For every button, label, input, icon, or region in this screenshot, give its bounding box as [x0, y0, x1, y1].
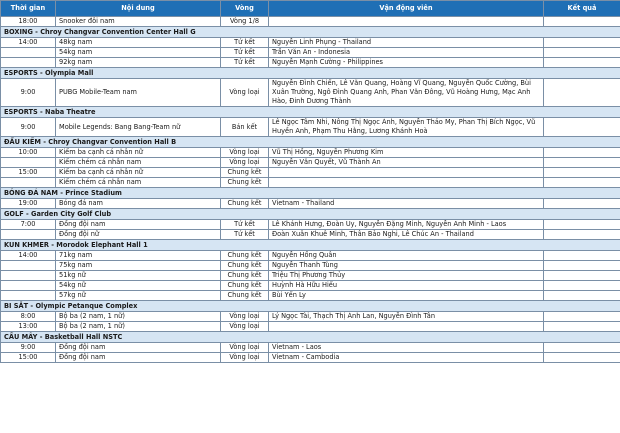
cell-athletes: Vietnam - Thailand [269, 199, 544, 209]
cell-athletes: Vietnam - Cambodia [269, 353, 544, 363]
cell-stage: Vòng 1/8 [221, 17, 269, 27]
cell-athletes [269, 17, 544, 27]
cell-result [544, 312, 620, 322]
cell-stage: Vòng loại [221, 343, 269, 353]
section-header-row [1, 240, 620, 251]
cell-stage: Chung kết [221, 168, 269, 178]
cell-stage: Tứ kết [221, 220, 269, 230]
cell-stage: Chung kết [221, 251, 269, 261]
cell-event: Snooker đôi nam [56, 17, 221, 27]
cell-time: 14:00 [1, 251, 56, 261]
cell-stage: Chung kết [221, 281, 269, 291]
cell-result [544, 148, 620, 158]
section-title: BI SẮT - Olympic Petanque Complex [1, 301, 620, 312]
cell-event: 54kg nam [56, 48, 221, 58]
cell-event: Đồng đội nữ [56, 230, 221, 240]
section-header-row [1, 68, 620, 79]
table-row [1, 230, 620, 240]
cell-stage: Tứ kết [221, 58, 269, 68]
cell-event: 71kg nam [56, 251, 221, 261]
cell-result [544, 261, 620, 271]
cell-event: 57kg nữ [56, 291, 221, 301]
cell-athletes: Đoàn Xuân Khuê Minh, Thân Bảo Nghi, Lê Chúc An - Thailand [269, 230, 544, 240]
table-row [1, 58, 620, 68]
cell-time: 13:00 [1, 322, 56, 332]
col-header-result: Kết quả [544, 1, 620, 17]
cell-event: 92kg nam [56, 58, 221, 68]
cell-athletes: Lê Ngọc Tâm Nhi, Nông Thị Ngọc Ánh, Nguyễn Thảo My, Phan Thị Bích Ngọc, Vũ Huyền Anh, Phạm Thu Hằng, Lương Khánh Hoà [269, 118, 544, 137]
cell-time [1, 281, 56, 291]
cell-time [1, 58, 56, 68]
cell-time [1, 48, 56, 58]
cell-event: Kiếm ba cạnh cá nhân nữ [56, 148, 221, 158]
section-header-row [1, 301, 620, 312]
cell-stage: Tứ kết [221, 38, 269, 48]
section-title: ĐẤU KIẾM - Chroy Changvar Convention Hall B [1, 137, 620, 148]
cell-result [544, 199, 620, 209]
cell-event: 75kg nam [56, 261, 221, 271]
cell-stage: Vòng loại [221, 79, 269, 107]
cell-stage: Chung kết [221, 291, 269, 301]
cell-athletes: Vũ Thị Hồng, Nguyễn Phương Kim [269, 148, 544, 158]
cell-stage: Chung kết [221, 178, 269, 188]
col-header-time: Thời gian [1, 1, 56, 17]
cell-event: Đồng đội nam [56, 343, 221, 353]
cell-time [1, 291, 56, 301]
cell-stage: Vòng loại [221, 353, 269, 363]
cell-time [1, 271, 56, 281]
cell-time: 7:00 [1, 220, 56, 230]
cell-result [544, 343, 620, 353]
cell-stage: Bán kết [221, 118, 269, 137]
section-title: KUN KHMER - Morodok Elephant Hall 1 [1, 240, 620, 251]
cell-athletes: Nguyễn Văn Quyết, Vũ Thành An [269, 158, 544, 168]
section-header-row [1, 107, 620, 118]
table-row [1, 168, 620, 178]
cell-event: 48kg nam [56, 38, 221, 48]
cell-result [544, 17, 620, 27]
cell-result [544, 291, 620, 301]
cell-stage: Chung kết [221, 199, 269, 209]
section-title: BÓNG ĐÁ NAM - Prince Stadium [1, 188, 620, 199]
col-header-event: Nội dung [56, 1, 221, 17]
table-row [1, 148, 620, 158]
table-row [1, 312, 620, 322]
cell-athletes: Vietnam - Laos [269, 343, 544, 353]
table-row [1, 281, 620, 291]
section-title: CẦU MÂY - Basketball Hall NSTC [1, 332, 620, 343]
section-header-row [1, 27, 620, 38]
table-row [1, 17, 620, 27]
cell-result [544, 220, 620, 230]
cell-result [544, 168, 620, 178]
cell-time [1, 230, 56, 240]
cell-event: Bộ ba (2 nam, 1 nữ) [56, 322, 221, 332]
table-row [1, 199, 620, 209]
table-row [1, 220, 620, 230]
cell-event: Kiếm chém cá nhân nam [56, 178, 221, 188]
section-header-row [1, 332, 620, 343]
cell-stage: Tứ kết [221, 230, 269, 240]
table-row [1, 118, 620, 137]
cell-result [544, 178, 620, 188]
table-row [1, 38, 620, 48]
cell-athletes: Nguyễn Mạnh Cường - Philippines [269, 58, 544, 68]
cell-time: 9:00 [1, 343, 56, 353]
table-row [1, 271, 620, 281]
section-header-row [1, 188, 620, 199]
cell-time: 10:00 [1, 148, 56, 158]
cell-athletes [269, 178, 544, 188]
cell-athletes [269, 322, 544, 332]
cell-result [544, 230, 620, 240]
cell-athletes: Lý Ngọc Tài, Thạch Thị Ánh Lan, Nguyễn Đình Tân [269, 312, 544, 322]
section-title: BOXING - Chroy Changvar Convention Center Hall G [1, 27, 620, 38]
cell-stage: Vòng loại [221, 148, 269, 158]
table-row [1, 343, 620, 353]
section-title: ESPORTS - Naba Theatre [1, 107, 620, 118]
cell-event: Đồng đội nam [56, 353, 221, 363]
cell-result [544, 48, 620, 58]
cell-event: Mobile Legends: Bang Bang-Team nữ [56, 118, 221, 137]
table-row [1, 353, 620, 363]
table-row [1, 48, 620, 58]
table-row [1, 322, 620, 332]
cell-result [544, 281, 620, 291]
cell-athletes: Nguyễn Linh Phụng - Thailand [269, 38, 544, 48]
cell-time: 9:00 [1, 79, 56, 107]
cell-stage: Vòng loại [221, 322, 269, 332]
cell-athletes: Nguyễn Hồng Quân [269, 251, 544, 261]
cell-athletes: Trần Văn An - Indonesia [269, 48, 544, 58]
cell-athletes [269, 168, 544, 178]
section-title: GOLF - Garden City Golf Club [1, 209, 620, 220]
cell-stage: Tứ kết [221, 48, 269, 58]
col-header-stage: Vòng [221, 1, 269, 17]
cell-result [544, 158, 620, 168]
cell-time: 9:00 [1, 118, 56, 137]
cell-stage: Chung kết [221, 271, 269, 281]
table-row [1, 261, 620, 271]
table-row [1, 251, 620, 261]
table-row [1, 178, 620, 188]
cell-athletes: Bùi Yến Ly [269, 291, 544, 301]
cell-event: 54kg nữ [56, 281, 221, 291]
cell-stage: Vòng loại [221, 158, 269, 168]
cell-time: 8:00 [1, 312, 56, 322]
cell-time: 15:00 [1, 168, 56, 178]
cell-event: Kiếm ba cạnh cá nhân nữ [56, 168, 221, 178]
cell-result [544, 79, 620, 107]
cell-result [544, 118, 620, 137]
cell-stage: Chung kết [221, 261, 269, 271]
cell-time [1, 158, 56, 168]
cell-stage: Vòng loại [221, 312, 269, 322]
cell-athletes: Nguyễn Thanh Tùng [269, 261, 544, 271]
cell-event: PUBG Mobile-Team nam [56, 79, 221, 107]
cell-result [544, 271, 620, 281]
cell-result [544, 38, 620, 48]
cell-result [544, 251, 620, 261]
cell-athletes: Lê Khánh Hưng, Đoàn Uy, Nguyễn Đặng Minh, Nguyễn Anh Minh - Laos [269, 220, 544, 230]
cell-event: Bóng đá nam [56, 199, 221, 209]
cell-event: Bộ ba (2 nam, 1 nữ) [56, 312, 221, 322]
cell-time [1, 261, 56, 271]
cell-time [1, 178, 56, 188]
schedule-body [1, 17, 620, 363]
table-row [1, 158, 620, 168]
cell-time: 15:00 [1, 353, 56, 363]
cell-result [544, 58, 620, 68]
cell-time: 14:00 [1, 38, 56, 48]
table-row [1, 291, 620, 301]
cell-athletes: Nguyễn Đình Chiến, Lê Văn Quang, Hoàng Vĩ Quang, Nguyễn Quốc Cường, Bùi Xuân Trường, Ngô Đình Quang Anh, Phan Văn Đông, Vũ Hoàng Hưng, Mạc Anh Hào, Đinh Dương Thành [269, 79, 544, 107]
cell-result [544, 353, 620, 363]
cell-event: 51kg nữ [56, 271, 221, 281]
cell-result [544, 322, 620, 332]
cell-event: Đồng đội nam [56, 220, 221, 230]
col-header-athletes: Vận động viên [269, 1, 544, 17]
cell-time: 19:00 [1, 199, 56, 209]
cell-athletes: Triệu Thị Phương Thủy [269, 271, 544, 281]
header-row [1, 1, 620, 17]
section-header-row [1, 137, 620, 148]
cell-time: 18:00 [1, 17, 56, 27]
section-title: ESPORTS - Olympia Mall [1, 68, 620, 79]
section-header-row [1, 209, 620, 220]
table-row [1, 79, 620, 107]
cell-event: Kiếm chém cá nhân nam [56, 158, 221, 168]
cell-athletes: Huỳnh Hà Hữu Hiếu [269, 281, 544, 291]
